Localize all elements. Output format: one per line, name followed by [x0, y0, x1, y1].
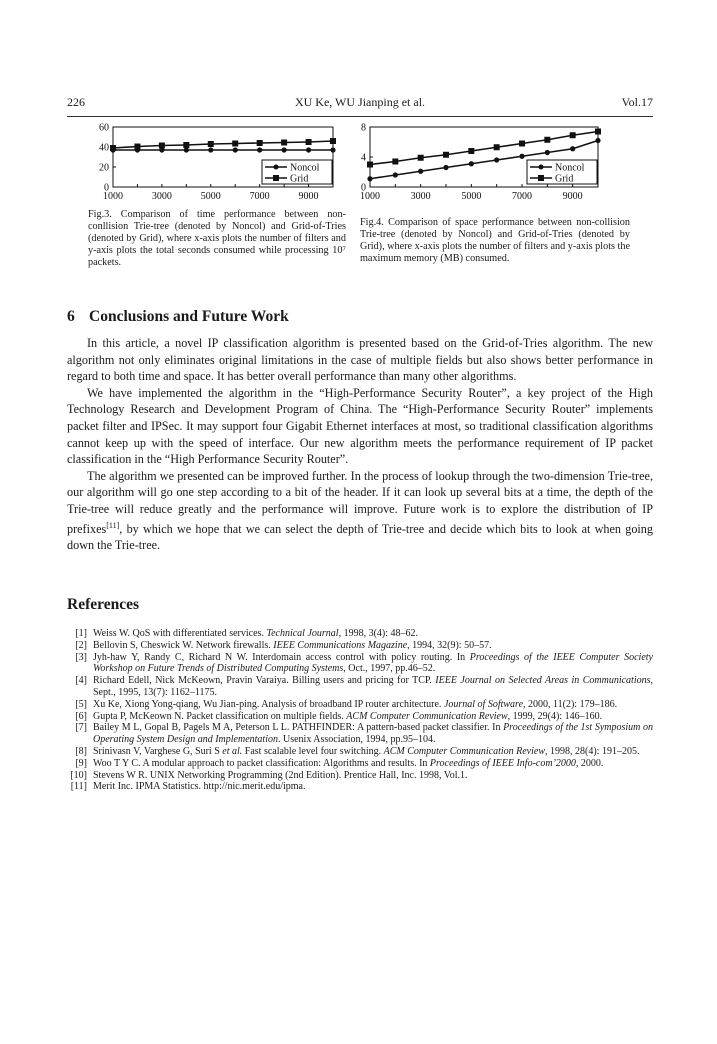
reference-number: [2]: [75, 639, 87, 651]
reference-text: Weiss W. QoS with differentiated services. Technical Journal, 1998, 3(4): 48–62.: [93, 628, 419, 639]
data-point-grid: [570, 132, 576, 138]
reference-text: Bellovin S, Cheswick W. Network firewalls. IEEE Communications Magazine, 1994, 32(9): 50–57.: [93, 639, 492, 651]
section-title: Conclusions and Future Work: [89, 308, 289, 325]
fig3-time-performance-chart: [80, 122, 350, 208]
data-point-grid: [208, 141, 214, 147]
y-tick-label: 4: [361, 152, 366, 164]
x-tick-label: 5000: [200, 191, 221, 202]
reference-number: [6]: [75, 710, 87, 722]
data-point-grid: [257, 140, 263, 146]
header-rule: [67, 116, 653, 117]
figure-3-label: Fig.3.: [88, 209, 112, 220]
y-tick-label: 8: [361, 122, 366, 134]
fig4-space-performance-chart: [350, 122, 640, 208]
paragraph: The algorithm we presented can be improved further. In the process of lookup through the two-dimension Trie-tree, our algorithm will go one step according to a bit of the header. If it can look up several bits at a time, the depth of the Trie-tree will reduce greatly and the performance will improve. Future work is to explore the distribution of IP prefixes[11], by which we hope that we can select the depth of Trie-tree and decide which bits to look at when going down the Trie-tree.: [67, 468, 653, 553]
reference-number: [3]: [75, 651, 87, 663]
data-point-noncol: [545, 150, 550, 155]
data-point-grid: [443, 152, 449, 158]
data-point-noncol: [469, 161, 474, 166]
reference-item: [67, 746, 653, 758]
legend-label: Noncol: [555, 162, 585, 174]
x-tick-label: 5000: [461, 191, 482, 202]
paragraph: We have implemented the algorithm in the “High-Performance Security Router”, a key project of the High Technology Research and Development Program of China. The “High-Performance Security Router” implements packet filter and IPSec. It may support four Gigabit Ethernet interfaces at most, so traditional classification algorithms cannot keep up with the speed of interface. Our new algorithm meets the performance requirement of IP packet classification in the “High Performance Security Router”.: [67, 385, 653, 467]
reference-text: Merit Inc. IPMA Statistics. http://nic.merit.edu/ipma.: [93, 781, 306, 793]
legend-marker: [538, 175, 544, 181]
data-point-grid: [183, 142, 189, 148]
x-tick-label: 9000: [562, 191, 583, 202]
y-tick-label: 20: [99, 162, 109, 174]
reference-text: Jyh-haw Y, Randy C, Richard N W. Interdomain access control with policy routing. In Proceedings of the IEEE Computer Society Workshop on Future Trends of Distributed Computing Systems, Oct., 1997, pp.46–52.: [93, 651, 653, 675]
legend-marker: [274, 165, 279, 170]
reference-text: Woo T Y C. A modular approach to packet classification: Algorithms and results. In Proceedings of IEEE Info-com’2000, 2000.: [93, 757, 604, 769]
citation-ref: [11]: [106, 520, 120, 530]
running-head-authors: XU Ke, WU Jianping et al.: [294, 95, 426, 109]
reference-number: [5]: [75, 698, 87, 710]
reference-item: [67, 628, 653, 640]
data-point-noncol: [393, 172, 398, 177]
data-point-grid: [159, 143, 165, 149]
reference-item: [67, 711, 653, 723]
x-tick-label: 1000: [360, 191, 380, 202]
reference-text: Stevens W R. UNIX Networking Programming (2nd Edition). Prentice Hall, Inc. 1998, Vol.1.: [93, 769, 468, 781]
legend-label: Grid: [555, 173, 574, 185]
x-tick-label: 1000: [103, 191, 123, 202]
reference-item: [67, 675, 653, 699]
reference-item: [67, 722, 653, 746]
section-heading: [67, 308, 289, 326]
data-point-grid: [494, 144, 500, 150]
y-tick-label: 0: [104, 182, 109, 194]
data-point-noncol: [494, 157, 499, 162]
data-point-grid: [110, 145, 116, 151]
data-point-grid: [418, 155, 424, 161]
data-point-noncol: [570, 146, 575, 151]
data-point-grid: [595, 129, 601, 135]
figure-4: [350, 122, 640, 208]
data-point-grid: [306, 139, 312, 145]
reference-number: [10]: [70, 769, 87, 781]
figure-3-caption: [88, 209, 346, 269]
data-point-grid: [281, 140, 287, 146]
data-point-noncol: [595, 138, 600, 143]
figure-3-caption-text: Comparison of time performance between non-conllision Trie-tree (denoted by Noncol) and Grid-of-Tries (denoted by Grid), where x-axis plots the number of filters and y-axis plots the total seconds consumed while processing 10⁷ packets.: [88, 209, 347, 268]
legend-marker: [539, 165, 544, 170]
data-point-noncol: [418, 169, 423, 174]
series-line-grid: [113, 141, 333, 148]
section-body: [67, 335, 653, 554]
running-header: [67, 95, 653, 111]
x-tick-label: 3000: [410, 191, 431, 202]
x-tick-label: 3000: [151, 191, 172, 202]
references-heading: References: [67, 596, 140, 613]
section-number: 6: [67, 308, 75, 325]
y-tick-label: 0: [361, 182, 366, 194]
reference-number: [7]: [75, 722, 87, 734]
reference-text: Richard Edell, Nick McKeown, Pravin Varaiya. Billing users and pricing for TCP. IEEE Journal on Selected Areas in Communications, Sept., 1995, 13(7): 1162–1175.: [93, 675, 653, 698]
x-tick-label: 9000: [298, 191, 319, 202]
data-point-noncol: [233, 147, 238, 152]
reference-item: [67, 781, 653, 793]
reference-text: Bailey M L, Gopal B, Pagels M A, Peterson L L. PATHFINDER: A pattern-based packet classifier. In Proceedings of the 1st Symposium on Operating System Design and Implementation. Usenix Association, 1994, pp.95–104.: [93, 722, 653, 746]
data-point-noncol: [184, 147, 189, 152]
data-point-grid: [392, 159, 398, 165]
reference-item: [67, 640, 653, 652]
x-tick-label: 7000: [512, 191, 532, 202]
data-point-noncol: [282, 147, 287, 152]
figure-4-caption: [360, 217, 630, 265]
data-point-grid: [330, 138, 336, 144]
data-point-grid: [232, 141, 238, 147]
figure-3: [80, 122, 350, 208]
reference-number: [9]: [75, 757, 87, 769]
data-point-noncol: [519, 154, 524, 159]
reference-item: [67, 758, 653, 770]
data-point-grid: [134, 144, 140, 150]
legend-marker: [273, 175, 279, 181]
data-point-grid: [544, 137, 550, 143]
legend-label: Grid: [290, 173, 309, 185]
data-point-grid: [519, 141, 525, 147]
reference-text: Srinivasn V, Varghese G, Suri S et al. Fast scalable level four switching. ACM Computer Communication Review, 1998, 28(4): 191–205.: [93, 745, 640, 757]
data-point-noncol: [330, 147, 335, 152]
page-number: 226: [67, 95, 85, 109]
y-tick-label: 40: [99, 142, 109, 154]
paragraph: In this article, a novel IP classification algorithm is presented based on the Grid-of-Tries algorithm. The new algorithm not only eliminates original limitations in the case of multiple fields but also shows better performance in regard to both time and space. It has better overall performance than many other algorithms.: [67, 336, 653, 384]
reference-item: [67, 699, 653, 711]
references-list: [67, 628, 653, 793]
reference-item: [67, 652, 653, 676]
figure-4-caption-text: Comparison of space performance between non-collision Trie-tree (denoted by Noncol) and Grid-of-Tries (denoted by Grid), where x-axis plots the number of filters and y-axis plots the maximum memory (MB) consumed.: [360, 217, 630, 264]
data-point-grid: [367, 162, 373, 168]
data-point-noncol: [208, 147, 213, 152]
volume-label: Vol.17: [621, 95, 653, 109]
x-tick-label: 7000: [249, 191, 270, 202]
reference-number: [4]: [75, 675, 87, 687]
reference-item: [67, 770, 653, 782]
data-point-noncol: [367, 176, 372, 181]
data-point-noncol: [443, 165, 448, 170]
reference-number: [11]: [70, 781, 87, 793]
data-point-noncol: [257, 147, 262, 152]
data-point-grid: [468, 148, 474, 154]
reference-number: [1]: [75, 628, 87, 639]
legend-label: Noncol: [290, 162, 320, 174]
figure-4-label: Fig.4.: [360, 217, 384, 228]
data-point-noncol: [306, 147, 311, 152]
reference-text: Xu Ke, Xiong Yong-qiang, Wu Jian-ping. Analysis of broadband IP router architecture. Journal of Software, 2000, 11(2): 179–186.: [93, 698, 618, 710]
y-tick-label: 60: [99, 122, 109, 134]
reference-number: [8]: [75, 745, 87, 757]
reference-text: Gupta P, McKeown N. Packet classification on multiple fields. ACM Computer Communication Review, 1999, 29(4): 146–160.: [93, 710, 603, 722]
